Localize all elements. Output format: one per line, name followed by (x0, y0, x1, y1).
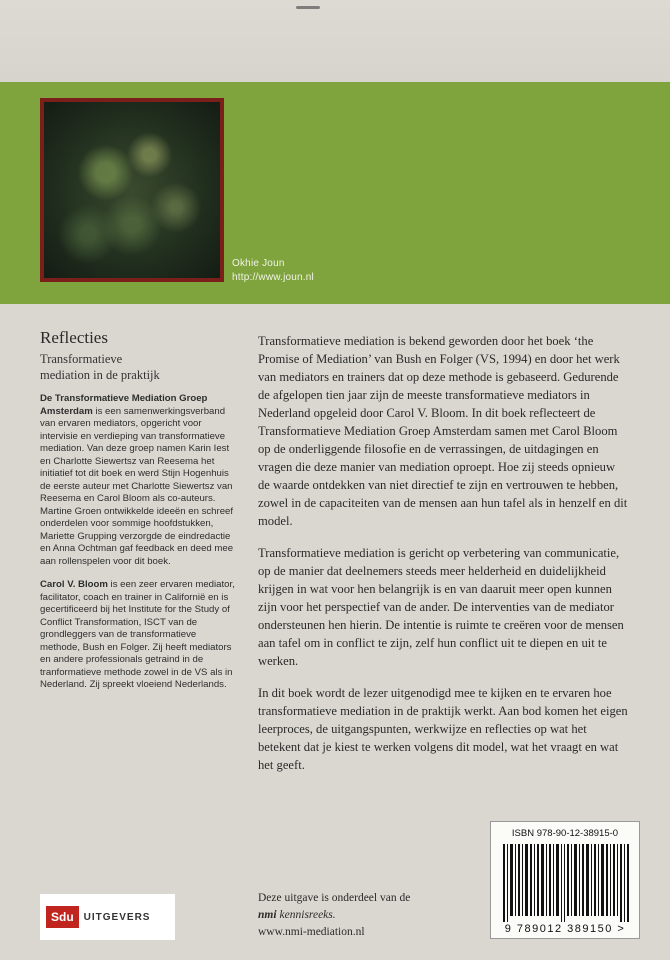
book-title: Reflecties (40, 328, 108, 347)
series-line-2 (258, 907, 473, 924)
top-mark (296, 6, 320, 9)
authors-paragraph (40, 393, 235, 568)
artist-credit: Okhie Joun (232, 258, 285, 269)
nmi-logo: nmi (258, 909, 277, 921)
bloom-text: is een zeer ervaren mediator, facilitator, coach en trainer in Californië en is gecertificeerd bij het Institute for the Study of Conflict Transformation, ISCT van de grondleggers van de transformatieve methode, Bush en Folger. Zij heeft mediators en andere professionals getraind in de tranformatieve methode zowel in de VS als in Nederland. Zij spreekt vloeiend Nederlands. (40, 579, 235, 690)
bloom-name: Carol V. Bloom (40, 579, 108, 590)
artist-url: http://www.joun.nl (232, 272, 314, 283)
bloom-paragraph (40, 579, 235, 692)
blurb-paragraph-2: Transformatieve mediation is gericht op verbetering van communicatie, op de manier dat deelnemers steeds meer helderheid en duidelijkheid krijgen in wat voor hen belangrijk is en van daaruit meer open kunnen zijn voor het perspectief van de ander. De interventies van de mediator ondersteunen hen hierin. De intentie is ruimte te creëren voor de mensen aan tafel om in conflict te zijn, zelf hun conflict uit te diepen en uit te werken. (258, 546, 624, 668)
sdu-word: UITGEVERS (83, 911, 151, 923)
group-name: De Transformatieve Mediation Groep Amsterdam (40, 393, 208, 417)
authors-text: is een samenwerkingsverband van ervaren mediators, opgericht voor intervisie en verdieping van transformatieve mediation. Van deze groep namen Karin Iest en Charlotte Siewertsz van Reesema het initiatief tot dit boek en werd Stijn Hogenhuis de eerste auteur met Charlotte Siewertsz van Reesema en Carol Bloom als co-auteurs. Martine Groen ontwikkelde ideeën en schreef onderdelen voor sommige hoofdstukken, Mariette Grupping verzorgde de eindredactie en Anna Ochtman gaf feedback en deed mee aan rollenspelen voor dit boek. (40, 405, 234, 567)
barcode-digits: 9 789012 389150 > (504, 923, 626, 935)
kennisreeks-label: kennisreeks. (279, 909, 336, 921)
left-column (40, 328, 235, 703)
painting-image (44, 102, 220, 278)
isbn-label: ISBN 978-90-12-38915-0 (511, 828, 619, 839)
sdu-mark: Sdu (46, 906, 79, 928)
right-column (258, 332, 630, 788)
sdu-logo (40, 894, 175, 940)
series-note (258, 890, 473, 941)
blurb-paragraph-1: Transformatieve mediation is bekend geworden door het boek ‘the Promise of Mediation’ van Bush en Folger (VS, 1994) en door het werk van mediators en trainers dat op deze methode is gebaseerd. Gedurende de afgelopen tien jaar zijn de meeste transformatieve mediators in Nederland opgeleid door Carol V. Bloom. In dit boek reflecteert de Transformatieve Mediation Groep Amsterdam samen met Carol Bloom op de onderliggende filosofie en de verrassingen, de uitdagingen en vragen die deze manier van mediation oproept. Hoe zij steeds opnieuw de waarde ontdekken van niet directief te zijn en vertrouwen te hebben, zowel in de capaciteiten van de mensen aan hun tafel als in henzelf en dit model. (258, 334, 628, 528)
top-band (0, 0, 670, 82)
barcode-icon (503, 844, 629, 922)
series-url: www.nmi-mediation.nl (258, 926, 365, 938)
series-line-1: Deze uitgave is onderdeel van de (258, 892, 411, 904)
cover-painting (40, 98, 224, 282)
barcode-box (490, 821, 640, 939)
blurb-paragraph-3: In dit boek wordt de lezer uitgenodigd mee te kijken en te ervaren hoe transformatieve mediation in de praktijk werkt. Aan bod komen het eigen leerproces, de uitgangspunten, werkwijze en reflecties op wat het betekent dat je kiest te werken volgens dit model, wat het vraagt en wat het geeft. (258, 686, 628, 772)
book-subtitle: Transformatieve mediation in de praktijk (40, 352, 160, 382)
